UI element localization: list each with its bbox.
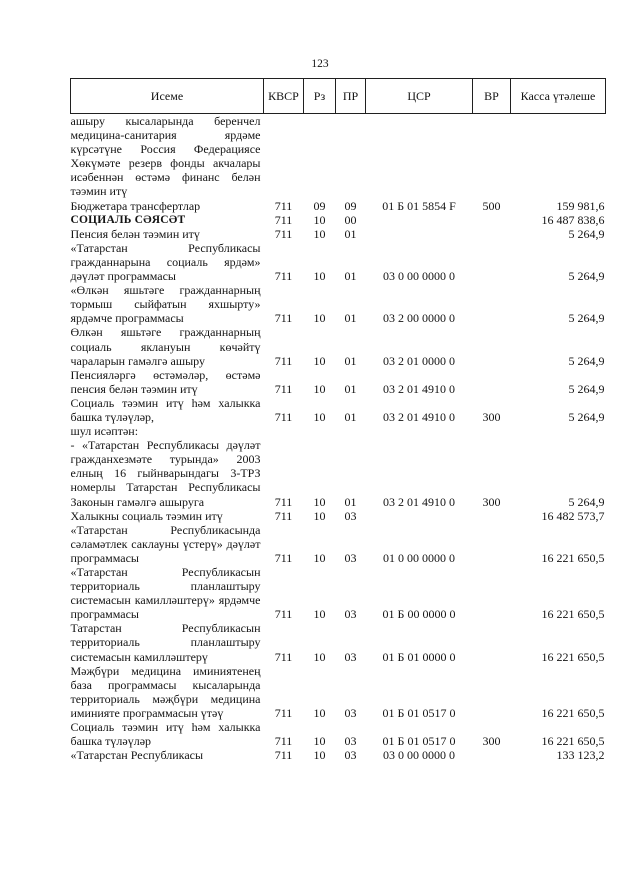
row-kvsr: 711 xyxy=(274,550,293,565)
row-pr: 01 xyxy=(344,353,357,368)
row-pr xyxy=(336,114,366,199)
row-csr xyxy=(366,424,473,438)
row-kvsr: 711 xyxy=(274,748,293,763)
table-row xyxy=(71,241,606,283)
row-pr: 03 xyxy=(344,607,357,622)
row-csr: 01 Б 01 0000 0 xyxy=(382,649,456,664)
row-vr xyxy=(473,664,511,720)
row-csr: 03 0 00 0000 0 xyxy=(383,748,455,763)
table-row xyxy=(71,621,606,663)
row-rz: 10 xyxy=(313,607,326,622)
row-csr: 01 Б 01 0517 0 xyxy=(382,705,456,720)
row-csr xyxy=(366,509,473,523)
row-kassa xyxy=(511,424,606,438)
table-row xyxy=(71,424,606,438)
row-kassa: 5 264,9 xyxy=(568,311,605,326)
row-csr: 01 Б 01 0517 0 xyxy=(382,734,456,749)
row-pr: 01 xyxy=(344,494,357,509)
row-vr xyxy=(473,565,511,621)
row-rz: 10 xyxy=(313,705,326,720)
row-kassa xyxy=(511,114,606,199)
row-vr xyxy=(473,523,511,565)
row-vr xyxy=(473,213,511,227)
row-kvsr: 711 xyxy=(274,494,293,509)
row-csr: 03 2 00 0000 0 xyxy=(383,311,455,326)
row-kvsr: 711 xyxy=(274,212,293,227)
row-kvsr: 711 xyxy=(274,508,293,523)
row-rz: 10 xyxy=(313,748,326,763)
row-pr: 03 xyxy=(344,649,357,664)
row-rz: 09 xyxy=(313,198,326,213)
table-header-row xyxy=(71,79,606,114)
row-kvsr: 711 xyxy=(274,734,293,749)
row-kassa: 159 981,6 xyxy=(556,198,605,213)
row-vr: 300 xyxy=(482,734,501,749)
row-name: СОЦИАЛЬ СӘЯСӘТ xyxy=(70,213,186,226)
row-rz: 10 xyxy=(313,212,326,227)
row-kassa: 5 264,9 xyxy=(568,494,605,509)
table-row xyxy=(71,114,606,199)
row-pr: 03 xyxy=(344,508,357,523)
row-rz xyxy=(304,114,336,199)
row-kvsr: 711 xyxy=(274,311,293,326)
row-pr: 09 xyxy=(344,198,357,213)
row-name: Өлкән яшьтәге гражданнарның социаль яклануын көчәйтү чараларын гамәлгә ашыру xyxy=(70,325,261,368)
row-name: Пенсия белән тәэмин итү xyxy=(70,226,200,241)
row-pr: 01 xyxy=(344,409,357,424)
row-pr: 03 xyxy=(344,705,357,720)
header-pr: ПР xyxy=(336,79,366,114)
row-pr xyxy=(336,424,366,438)
row-name: «Татарстан Республикасы гражданнарына социаль ярдәм» дәүләт программасы xyxy=(70,240,261,284)
table-row xyxy=(71,664,606,720)
row-name: Бюджетара трансфертлар xyxy=(70,198,201,213)
row-rz: 10 xyxy=(313,649,326,664)
row-kassa: 16 487 838,6 xyxy=(541,212,605,227)
row-name: «Татарстан Республикасы xyxy=(70,748,204,763)
row-csr xyxy=(366,114,473,199)
row-rz: 10 xyxy=(313,353,326,368)
row-name: «Татарстан Республикасын территориаль планлаштыру системасын камилләштерү» ярдәмче программасы xyxy=(70,565,261,622)
row-kassa: 16 221 650,5 xyxy=(541,607,605,622)
header-kassa: Касса үтәлеше xyxy=(511,79,606,114)
row-vr xyxy=(473,509,511,523)
row-kvsr: 711 xyxy=(274,705,293,720)
row-csr: 03 2 01 4910 0 xyxy=(383,381,455,396)
row-vr xyxy=(473,621,511,663)
row-kassa: 133 123,2 xyxy=(556,748,605,763)
row-rz: 10 xyxy=(313,734,326,749)
row-name: Татарстан Республикасын территориаль планлаштыру системасын камилләштерү xyxy=(70,621,261,664)
row-pr: 03 xyxy=(344,748,357,763)
table-row xyxy=(71,523,606,565)
row-rz: 10 xyxy=(313,381,326,396)
row-kvsr: 711 xyxy=(274,226,293,241)
row-name: Мәҗбүри медицина иминиятенең база программасы кысаларында территориаль мәҗбүри медицина иминияте программасын үтәү xyxy=(70,663,261,720)
row-kvsr: 711 xyxy=(274,269,293,284)
row-name: Социаль тәэмин итү һәм халыкка башка түләүләр xyxy=(70,720,261,749)
row-pr: 01 xyxy=(344,226,357,241)
row-kvsr: 711 xyxy=(274,198,293,213)
table-row xyxy=(71,720,606,748)
row-kvsr: 711 xyxy=(274,607,293,622)
row-kassa: 5 264,9 xyxy=(568,353,605,368)
row-csr: 01 Б 01 5854 F xyxy=(382,198,456,213)
row-kvsr xyxy=(264,424,304,438)
row-vr: 300 xyxy=(482,494,501,509)
row-kvsr: 711 xyxy=(274,649,293,664)
row-pr: 01 xyxy=(344,269,357,284)
row-csr: 01 0 00 0000 0 xyxy=(383,550,455,565)
row-rz: 10 xyxy=(313,550,326,565)
table-row xyxy=(71,396,606,424)
row-rz: 10 xyxy=(313,494,326,509)
row-rz: 10 xyxy=(313,409,326,424)
row-kassa: 5 264,9 xyxy=(568,269,605,284)
row-kassa: 16 482 573,7 xyxy=(541,508,605,523)
header-name: Исеме xyxy=(71,79,264,114)
row-vr xyxy=(473,325,511,367)
row-csr: 03 0 00 0000 0 xyxy=(383,269,455,284)
row-pr: 01 xyxy=(344,381,357,396)
table-row xyxy=(71,325,606,367)
row-rz: 10 xyxy=(313,311,326,326)
header-csr: ЦСР xyxy=(366,79,473,114)
table-row xyxy=(71,748,606,762)
row-kassa: 5 264,9 xyxy=(568,409,605,424)
row-name: Социаль тәэмин итү һәм халыкка башка түләүләр, xyxy=(70,395,261,424)
row-vr xyxy=(473,368,511,396)
row-csr: 03 2 01 4910 0 xyxy=(383,494,455,509)
row-kassa: 5 264,9 xyxy=(568,381,605,396)
row-name: «Өлкән яшьтәге гражданнарның тормыш сыйфатын яхшырту» ярдәмче программасы xyxy=(70,283,261,326)
row-vr xyxy=(473,424,511,438)
table-row xyxy=(71,283,606,325)
row-pr: 00 xyxy=(344,212,357,227)
row-rz: 10 xyxy=(313,508,326,523)
row-vr xyxy=(473,241,511,283)
row-kvsr: 711 xyxy=(274,409,293,424)
row-vr xyxy=(473,227,511,241)
row-csr: 01 Б 00 0000 0 xyxy=(382,607,456,622)
header-kvsr: КВСР xyxy=(264,79,304,114)
row-kvsr xyxy=(264,114,304,199)
table-row xyxy=(71,227,606,241)
row-name: «Татарстан Республикасында сәламәтлек саклауны үстерү» дәүләт программасы xyxy=(70,522,261,565)
table-row xyxy=(71,199,606,213)
header-rz: Рз xyxy=(304,79,336,114)
row-pr: 03 xyxy=(344,550,357,565)
row-vr xyxy=(473,283,511,325)
row-name: шул исәптән: xyxy=(70,424,139,439)
row-name: ашыру кысаларында беренчел медицина-санитария ярдәме күрсәтүне Россия Федерациясе Хөкүмәте резерв фонды акчалары исәбеннән өстәмә финанс белән тәэмин итү xyxy=(70,114,261,199)
row-kassa: 16 221 650,5 xyxy=(541,705,605,720)
row-vr xyxy=(473,748,511,762)
row-kassa: 5 264,9 xyxy=(568,226,605,241)
row-pr: 01 xyxy=(344,311,357,326)
row-kvsr: 711 xyxy=(274,353,293,368)
table-row xyxy=(71,368,606,396)
row-pr: 03 xyxy=(344,734,357,749)
page-number: 123 xyxy=(311,58,329,70)
row-name: Халыкны социаль тәэмин итү xyxy=(70,508,223,523)
row-rz: 10 xyxy=(313,269,326,284)
budget-table xyxy=(70,78,606,762)
row-vr xyxy=(473,114,511,199)
table-row xyxy=(71,509,606,523)
row-kvsr: 711 xyxy=(274,381,293,396)
row-kassa: 16 221 650,5 xyxy=(541,734,605,749)
row-kassa: 16 221 650,5 xyxy=(541,649,605,664)
row-csr: 03 2 01 4910 0 xyxy=(383,409,455,424)
row-csr xyxy=(366,213,473,227)
row-name: Пенсияләргә өстәмәләр, өстәмә пенсия белән тәэмин итү xyxy=(70,367,261,396)
table-row xyxy=(71,213,606,227)
table-row xyxy=(71,438,606,508)
row-csr xyxy=(366,227,473,241)
row-kassa: 16 221 650,5 xyxy=(541,550,605,565)
header-vr: ВР xyxy=(473,79,511,114)
row-rz: 10 xyxy=(313,226,326,241)
row-csr: 03 2 01 0000 0 xyxy=(383,353,455,368)
table-row xyxy=(71,565,606,621)
row-name: - «Татарстан Республикасы дәүләт гражданхезмәте турында» 2003 елның 16 гыйнварындагы 3-ТРЗ номерлы Татарстан Республикасы Законын гамәлгә ашыруга xyxy=(70,438,261,509)
row-rz xyxy=(304,424,336,438)
row-vr: 300 xyxy=(482,409,501,424)
row-vr: 500 xyxy=(482,198,501,213)
